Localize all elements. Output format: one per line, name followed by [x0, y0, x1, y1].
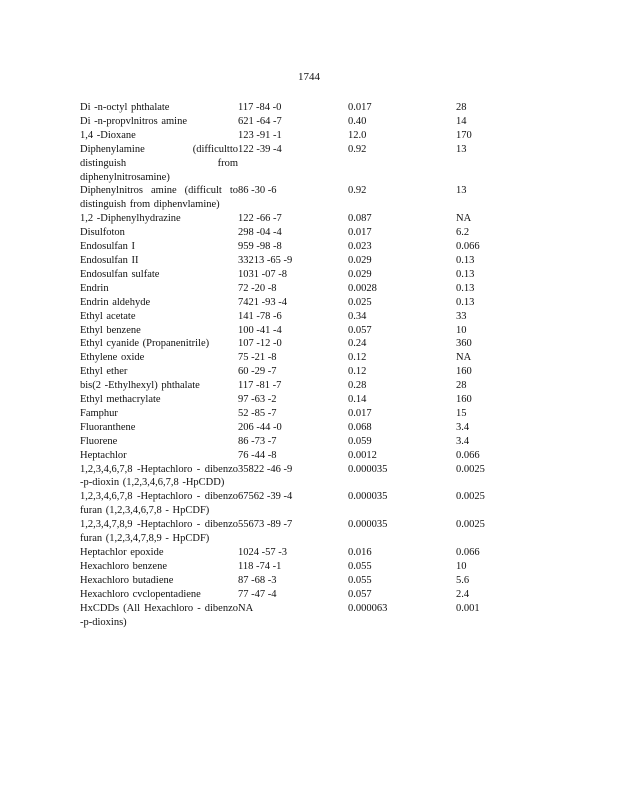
wastewater-value: 0.0012 [348, 449, 377, 461]
constituent-name: Di -n-propvlnitros amine [80, 115, 187, 127]
cas-number: 118 -74 -1 [238, 560, 282, 572]
cas-number: 72 -20 -8 [238, 282, 277, 294]
wastewater-value: 0.92 [348, 185, 367, 197]
table-row [80, 226, 600, 240]
table-row [80, 546, 600, 560]
nonwastewater-value: 10 [456, 324, 467, 336]
wastewater-value: 0.000035 [348, 491, 388, 503]
cas-number: 117 -81 -7 [238, 380, 282, 392]
table-row [80, 490, 600, 518]
nonwastewater-value: NA [456, 352, 472, 364]
constituent-name: Endosulfan I [80, 241, 135, 253]
constituent-name: Endrin [80, 282, 109, 294]
cas-number: 298 -04 -4 [238, 227, 282, 239]
table-row [80, 296, 600, 310]
nonwastewater-value: 0.13 [456, 296, 475, 308]
wastewater-value: 0.24 [348, 338, 367, 350]
nonwastewater-value: 10 [456, 560, 467, 572]
cas-number: 100 -41 -4 [238, 324, 282, 336]
constituent-name: Disulfoton [80, 227, 125, 239]
constituent-name: 1,2,3,4,6,7,8 -Heptachloro - dibenzo furan (1,2,3,4,6,7,8 - HpCDF) [80, 491, 238, 517]
nonwastewater-value: 28 [456, 102, 467, 113]
nonwastewater-value: 2.4 [456, 588, 470, 600]
page-number: 1744 [298, 71, 320, 83]
cas-number: 1031 -07 -8 [238, 268, 287, 280]
wastewater-value: 0.12 [348, 352, 367, 364]
constituent-name: Endrin aldehyde [80, 296, 151, 308]
cas-number: 35822 -46 -9 [238, 463, 293, 475]
constituent-name: Di -n-octyl phthalate [80, 102, 170, 113]
table-row [80, 282, 600, 296]
nonwastewater-value: 0.066 [456, 547, 480, 558]
nonwastewater-value: 5.6 [456, 574, 470, 586]
table-row [80, 574, 600, 588]
wastewater-value: 0.12 [348, 366, 367, 378]
nonwastewater-value: 0.001 [456, 602, 480, 614]
constituent-table [80, 101, 600, 629]
table-row [80, 268, 600, 282]
constituent-name: Hexachloro butadiene [80, 574, 174, 586]
constituent-name: Ethyl cyanide (Propanenitrile) [80, 338, 210, 350]
constituent-name: Famphur [80, 407, 118, 419]
constituent-name: 1,4 -Dioxane [80, 129, 136, 141]
nonwastewater-value: 15 [456, 407, 467, 419]
wastewater-value: 0.017 [348, 407, 372, 419]
cas-number: 67562 -39 -4 [238, 491, 293, 503]
nonwastewater-value: 6.2 [456, 227, 470, 239]
nonwastewater-value: 14 [456, 115, 467, 127]
table-row [80, 602, 600, 630]
nonwastewater-value: 0.0025 [456, 491, 485, 503]
nonwastewater-value: 160 [456, 366, 472, 378]
nonwastewater-value: 0.066 [456, 241, 480, 253]
constituent-name: Diphenylamine (difficultto distinguish from diphenylnitrosamine) [80, 143, 238, 183]
constituent-name: Hexachloro cvclopentadiene [80, 588, 201, 600]
constituent-name: Hexachloro benzene [80, 560, 167, 572]
cas-number: 206 -44 -0 [238, 421, 282, 433]
cas-number: 86 -30 -6 [238, 185, 277, 197]
wastewater-value: 0.087 [348, 213, 372, 225]
cas-number: 77 -47 -4 [238, 588, 277, 600]
wastewater-value: 0.055 [348, 574, 372, 586]
cas-number: 122 -66 -7 [238, 213, 282, 225]
cas-number: 1024 -57 -3 [238, 547, 287, 558]
table-row [80, 254, 600, 268]
wastewater-value: 0.0028 [348, 282, 377, 294]
nonwastewater-value: 0.066 [456, 449, 480, 461]
table-row [80, 310, 600, 324]
constituent-name: Endosulfan sulfate [80, 268, 160, 280]
table-row [80, 351, 600, 365]
cas-number: 76 -44 -8 [238, 449, 277, 461]
table-row [80, 518, 600, 546]
table-row [80, 143, 600, 185]
wastewater-value: 0.055 [348, 560, 372, 572]
nonwastewater-value: 0.0025 [456, 519, 485, 531]
table-row [80, 365, 600, 379]
table-row [80, 324, 600, 338]
table-row [80, 421, 600, 435]
constituent-name: 1,2 -Diphenylhydrazine [80, 213, 181, 225]
nonwastewater-value: NA [456, 213, 472, 225]
wastewater-value: 0.057 [348, 588, 372, 600]
constituent-name: Ethylene oxide [80, 352, 145, 364]
table-row [80, 560, 600, 574]
constituent-name: Ethyl acetate [80, 310, 136, 322]
cas-number: 107 -12 -0 [238, 338, 282, 350]
table-row [80, 435, 600, 449]
nonwastewater-value: 0.0025 [456, 463, 485, 475]
table-row [80, 240, 600, 254]
cas-number: 33213 -65 -9 [238, 254, 293, 266]
cas-number: 75 -21 -8 [238, 352, 277, 364]
table-row [80, 337, 600, 351]
wastewater-value: 0.017 [348, 227, 372, 239]
cas-number: 97 -63 -2 [238, 394, 277, 406]
constituent-name: Fluoranthene [80, 421, 136, 433]
nonwastewater-value: 13 [456, 143, 467, 155]
cas-number: 52 -85 -7 [238, 407, 277, 419]
wastewater-value: 0.025 [348, 296, 372, 308]
constituent-name: Ethyl ether [80, 366, 128, 378]
table-row [80, 449, 600, 463]
wastewater-value: 0.029 [348, 254, 372, 266]
cas-number: NA [238, 602, 254, 614]
constituent-name: Ethyl methacrylate [80, 394, 161, 406]
wastewater-value: 0.000035 [348, 463, 388, 475]
constituent-name: bis(2 -Ethylhexyl) phthalate [80, 380, 200, 392]
nonwastewater-value: 0.13 [456, 268, 475, 280]
table-row [80, 184, 600, 212]
nonwastewater-value: 0.13 [456, 282, 475, 294]
nonwastewater-value: 33 [456, 310, 467, 322]
table-row [80, 407, 600, 421]
cas-number: 117 -84 -0 [238, 102, 282, 113]
wastewater-value: 0.28 [348, 380, 367, 392]
wastewater-value: 0.40 [348, 115, 367, 127]
constituent-name: HxCDDs (All Hexachloro - dibenzo -p-dioxins) [80, 602, 238, 628]
nonwastewater-value: 360 [456, 338, 472, 350]
nonwastewater-value: 13 [456, 185, 467, 197]
constituent-name: Endosulfan II [80, 254, 139, 266]
wastewater-value: 12.0 [348, 129, 367, 141]
cas-number: 87 -68 -3 [238, 574, 277, 586]
wastewater-value: 0.14 [348, 394, 367, 406]
wastewater-value: 0.059 [348, 435, 372, 447]
constituent-name: Heptachlor epoxide [80, 547, 164, 558]
nonwastewater-value: 3.4 [456, 421, 470, 433]
cas-number: 621 -64 -7 [238, 115, 282, 127]
wastewater-value: 0.023 [348, 241, 372, 253]
wastewater-value: 0.057 [348, 324, 372, 336]
cas-number: 86 -73 -7 [238, 435, 277, 447]
wastewater-value: 0.017 [348, 102, 372, 113]
cas-number: 123 -91 -1 [238, 129, 282, 141]
cas-number: 55673 -89 -7 [238, 519, 293, 531]
constituent-name: Heptachlor [80, 449, 127, 461]
cas-number: 60 -29 -7 [238, 366, 277, 378]
cas-number: 959 -98 -8 [238, 241, 282, 253]
table-row [80, 588, 600, 602]
table-row [80, 463, 600, 491]
constituent-name: 1,2,3,4,6,7,8 -Heptachloro - dibenzo -p-dioxin (1,2,3,4,6,7,8 -HpCDD) [80, 463, 238, 489]
wastewater-value: 0.016 [348, 547, 372, 558]
cas-number: 7421 -93 -4 [238, 296, 287, 308]
wastewater-value: 0.029 [348, 268, 372, 280]
constituent-name: Fluorene [80, 435, 118, 447]
wastewater-value: 0.34 [348, 310, 367, 322]
nonwastewater-value: 28 [456, 380, 467, 392]
cas-number: 141 -78 -6 [238, 310, 282, 322]
table-row [80, 393, 600, 407]
table-row [80, 129, 600, 143]
constituent-name: 1,2,3,4,7,8,9 -Heptachloro - dibenzo furan (1,2,3,4,7,8,9 - HpCDF) [80, 519, 238, 545]
constituent-name: Ethyl benzene [80, 324, 141, 336]
wastewater-value: 0.000035 [348, 519, 388, 531]
cas-number: 122 -39 -4 [238, 143, 282, 155]
nonwastewater-value: 160 [456, 394, 472, 406]
wastewater-value: 0.000063 [348, 602, 388, 614]
table-row [80, 379, 600, 393]
wastewater-value: 0.068 [348, 421, 372, 433]
nonwastewater-value: 170 [456, 129, 472, 141]
table-row [80, 212, 600, 226]
constituent-name: Diphenylnitros amine (difficult to distinguish from diphenvlamine) [80, 185, 238, 211]
table-row [80, 115, 600, 129]
table-row [80, 101, 600, 115]
wastewater-value: 0.92 [348, 143, 367, 155]
nonwastewater-value: 3.4 [456, 435, 470, 447]
nonwastewater-value: 0.13 [456, 254, 475, 266]
